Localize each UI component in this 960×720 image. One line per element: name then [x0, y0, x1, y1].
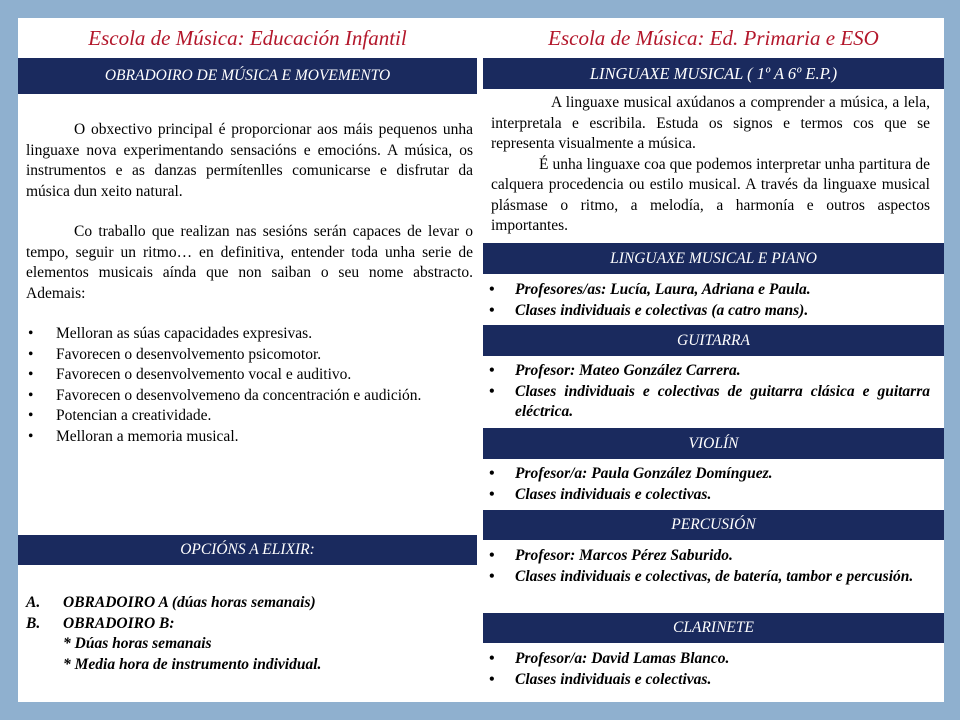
- option-b-label: B.: [26, 614, 41, 632]
- right-column-title: Escola de Música: Ed. Primaria e ESO: [548, 25, 879, 50]
- clarinete-list: [483, 649, 944, 690]
- option-b: [26, 614, 477, 635]
- list-item: • Clases individuais e colectivas (a catro mans).: [483, 301, 930, 322]
- list-item: • Profesores/as: Lucía, Laura, Adriana e Paula.: [483, 280, 930, 301]
- percusion-list: [483, 546, 944, 587]
- list-item: • Profesor/a: Paula González Domínguez.: [483, 464, 930, 485]
- obradoiro-body: [18, 120, 477, 447]
- piano-list: [483, 280, 944, 321]
- list-item: • Melloran a memoria musical.: [20, 427, 473, 448]
- linguaxe-body: [483, 93, 944, 237]
- violin-heading: VIOLÍN: [483, 428, 944, 459]
- opcions-heading: OPCIÓNS A ELIXIR:: [18, 535, 477, 565]
- list-item: • Clases individuais e colectivas de guitarra clásica e guitarra eléctrica.: [483, 382, 930, 423]
- linguaxe-heading: LINGUAXE MUSICAL ( 1º A 6º E.P.): [483, 58, 944, 89]
- list-item: • Profesor: Mateo González Carrera.: [483, 361, 930, 382]
- opcions-list: [18, 593, 477, 675]
- violin-list: [483, 464, 944, 505]
- left-column-title: Escola de Música: Educación Infantil: [88, 25, 407, 50]
- option-b-detail-1: * Dúas horas semanais: [63, 635, 212, 652]
- list-item: • Clases individuais e colectivas, de batería, tambor e percusión.: [483, 567, 930, 588]
- list-item: • Favorecen o desenvolvemeno da concentración e audición.: [20, 386, 473, 407]
- clarinete-heading: CLARINETE: [483, 613, 944, 643]
- option-b-detail-2: * Media hora de instrumento individual.: [63, 655, 322, 673]
- guitarra-list: [483, 361, 944, 423]
- list-item: • Potencian a creatividade.: [20, 406, 473, 427]
- option-b-text: OBRADOIRO B:: [63, 614, 175, 632]
- piano-heading: LINGUAXE MUSICAL E PIANO: [483, 243, 944, 274]
- list-item: • Favorecen o desenvolvemento vocal e auditivo.: [20, 365, 473, 386]
- option-a-text: OBRADOIRO A (dúas horas semanais): [63, 594, 316, 611]
- list-item: • Profesor: Marcos Pérez Saburido.: [483, 546, 930, 567]
- linguaxe-paragraph-1: A linguaxe musical axúdanos a comprender a música, a lela, interpretala e escribila. Estuda os signos e termos cos que se representa visualmente a música.: [491, 94, 930, 152]
- linguaxe-paragraph-2: É unha linguaxe coa que podemos interpretar unha partitura de calquera procedencia ou estilo musical. A través da linguaxe musical plásmase o ritmo, a melodía, a harmonía e outros aspectos importantes.: [491, 155, 930, 234]
- option-a-label: A.: [26, 594, 41, 611]
- brochure-sheet: [18, 18, 944, 702]
- list-item: • Profesor/a: David Lamas Blanco.: [483, 649, 930, 670]
- list-item: • Melloran as súas capacidades expresivas.: [20, 324, 473, 345]
- option-a: [26, 593, 477, 614]
- guitarra-heading: GUITARRA: [483, 325, 944, 356]
- obradoiro-heading: OBRADOIRO DE MÚSICA E MOVEMENTO: [18, 58, 477, 94]
- list-item: • Favorecen o desenvolvemento psicomotor.: [20, 345, 473, 366]
- obradoiro-benefits-list: [20, 324, 473, 447]
- obradoiro-paragraph-2: Co traballo que realizan nas sesións serán capaces de levar o tempo, seguir un ritmo… en definitiva, entender toda unha serie de elementos musicais aínda que non saiban o seu nome abstracto. Ademais:: [26, 223, 473, 302]
- list-item: • Clases individuais e colectivas.: [483, 485, 930, 506]
- obradoiro-paragraph-1: O obxectivo principal é proporcionar aos máis pequenos unha linguaxe nova experimentando sensacións e emocións. A música, os instrumentos e as danzas permítenlles comunicarse e disfrutar da música dun xeito natural.: [26, 121, 473, 200]
- percusion-heading: PERCUSIÓN: [483, 510, 944, 540]
- list-item: • Clases individuais e colectivas.: [483, 670, 930, 691]
